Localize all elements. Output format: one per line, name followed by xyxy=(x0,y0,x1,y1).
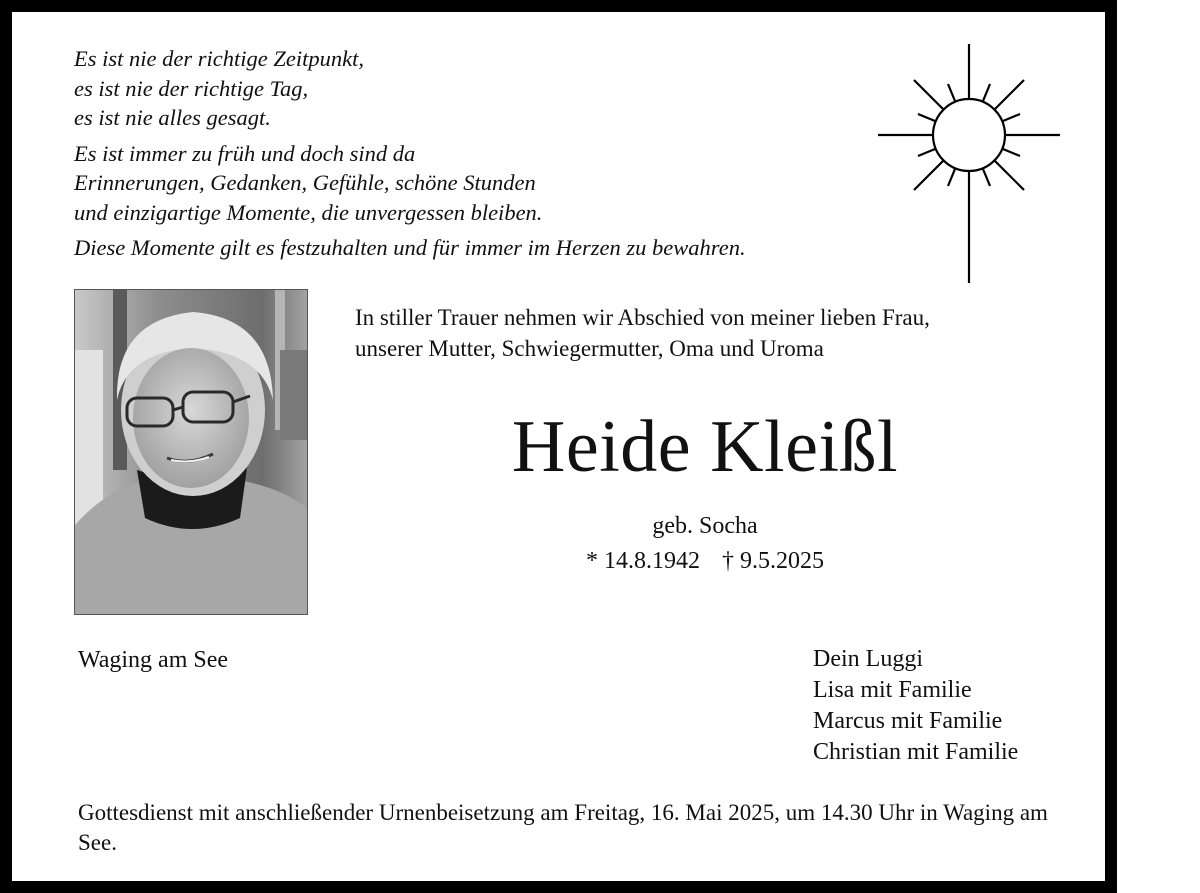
page-margin xyxy=(1117,0,1200,893)
intro-line: In stiller Trauer nehmen wir Abschied von meiner lieben Frau, xyxy=(355,305,930,330)
poem-stanza xyxy=(74,44,746,133)
mourner: Dein Luggi xyxy=(813,646,923,672)
poem-line: Es ist nie der richtige Zeitpunkt, xyxy=(74,46,364,71)
poem-stanza xyxy=(74,233,746,263)
intro-text xyxy=(355,302,930,364)
death-date: † 9.5.2025 xyxy=(722,548,824,574)
mourner: Lisa mit Familie xyxy=(813,677,972,703)
poem-stanza xyxy=(74,139,746,228)
birth-name: geb. Socha xyxy=(652,513,758,539)
mourner: Marcus mit Familie xyxy=(813,708,1003,734)
portrait-photo xyxy=(74,289,308,615)
poem-line: Erinnerungen, Gedanken, Gefühle, schöne Stunden xyxy=(74,170,536,195)
service-notice: Gottesdienst mit anschließender Urnenbeisetzung am Freitag, 16. Mai 2025, um 14.30 Uhr in Waging am See. xyxy=(78,800,1048,855)
birth-date: * 14.8.1942 xyxy=(586,548,700,574)
place-of-residence: Waging am See xyxy=(78,647,229,673)
poem xyxy=(74,44,746,269)
life-dates xyxy=(355,546,1055,576)
poem-line: Es ist immer zu früh und doch sind da xyxy=(74,140,416,166)
poem-line: Diese Momente gilt es festzuhalten und für immer im Herzen zu bewahren. xyxy=(74,235,746,260)
mourners-list xyxy=(813,644,1018,768)
mourner: Christian mit Familie xyxy=(813,739,1019,765)
sun-cross-icon xyxy=(874,40,1064,285)
poem-line: und einzigartige Momente, die unvergessen bleiben. xyxy=(74,199,543,225)
poem-line: es ist nie alles gesagt. xyxy=(74,105,271,130)
deceased-name: Heide Kleißl xyxy=(511,406,899,488)
poem-line: es ist nie der richtige Tag, xyxy=(74,75,309,101)
intro-line: unserer Mutter, Schwiegermutter, Oma und Uroma xyxy=(355,336,824,361)
